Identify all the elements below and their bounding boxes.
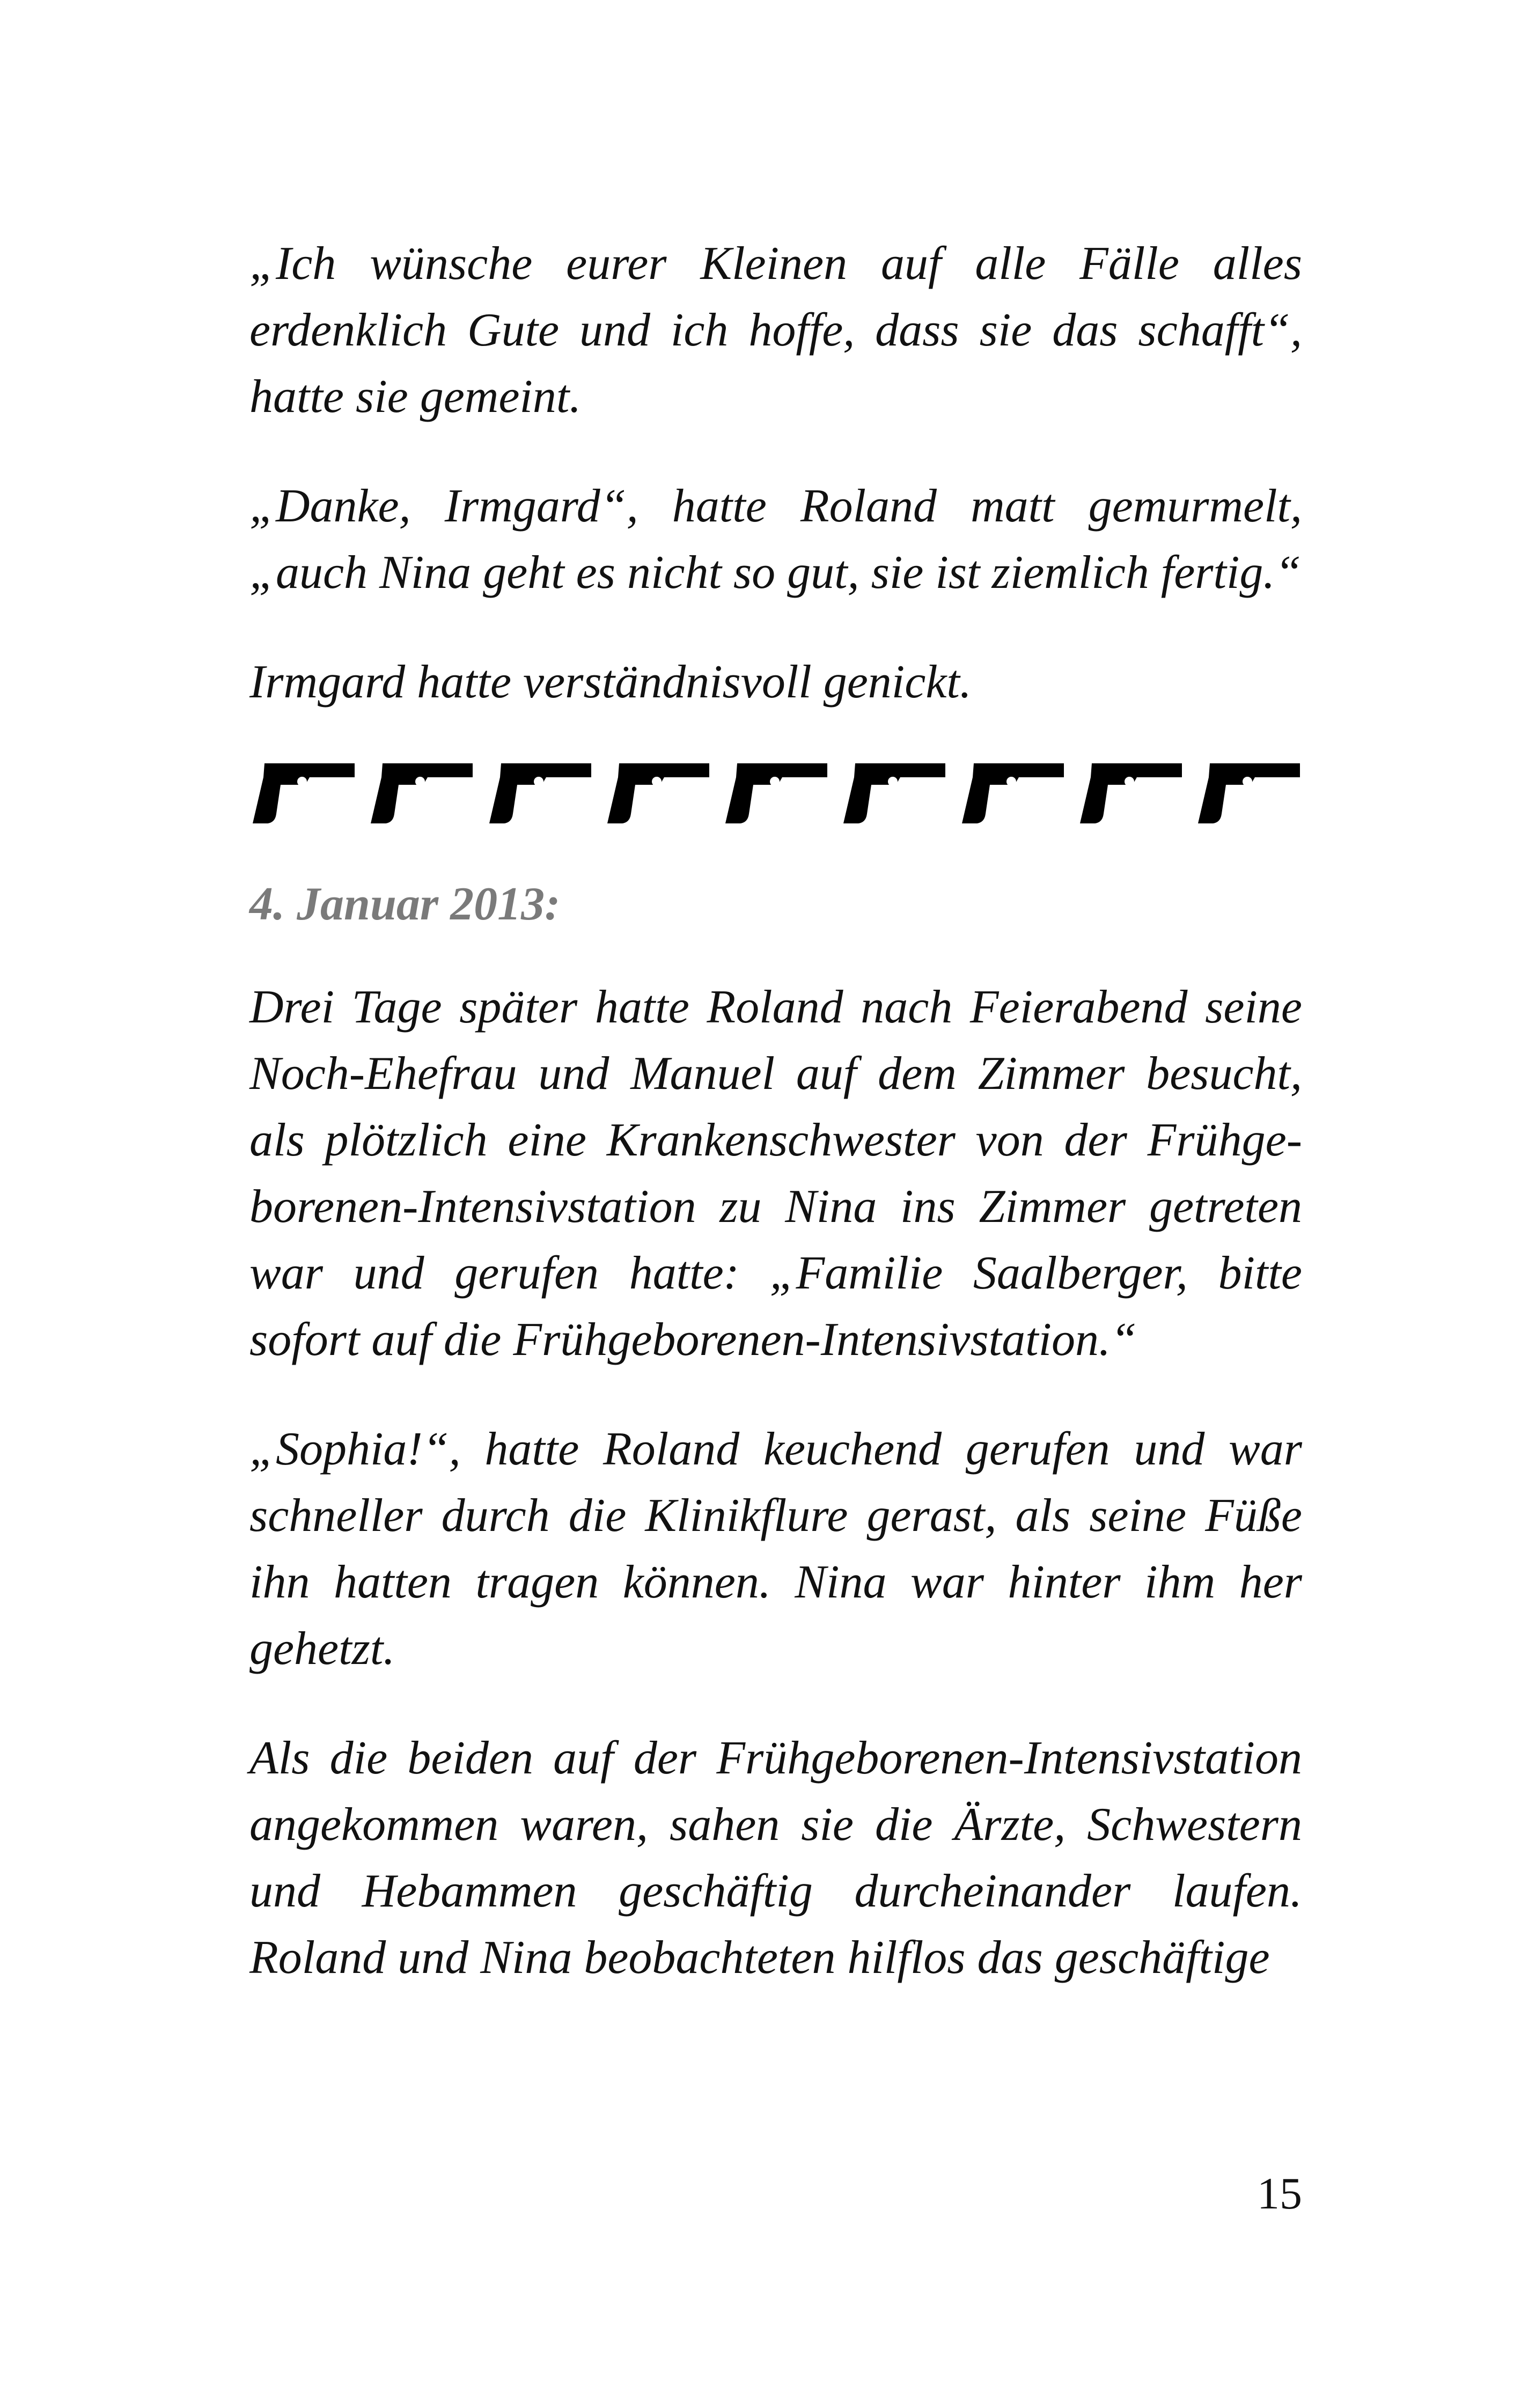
pistol-ornament-row (249, 753, 1302, 839)
pistol-icon (959, 756, 1066, 836)
pistol-icon (368, 756, 475, 836)
pistol-icon (840, 756, 947, 836)
paragraph-6: Als die beiden auf der Frühgeborenen-Intensivstation angekommen waren, sahen sie die Ärzte, Schwestern und Hebammen geschäftig durcheinander laufen. Roland und Nina beobachteten hilflos das geschäftige (249, 1732, 1302, 1984)
pistol-icon (486, 756, 593, 836)
pistol-icon (1077, 756, 1184, 836)
pistol-icon (1195, 756, 1302, 836)
pistol-icon (604, 756, 711, 836)
pistol-icon (722, 756, 829, 836)
paragraph-2: „Danke, Irmgard“, hatte Roland matt gemurmelt, „auch Nina geht es nicht so gut, sie ist ziemlich fertig.“ (249, 480, 1302, 599)
paragraph-3: Irmgard hatte verständnisvoll genickt. (249, 656, 972, 708)
date-heading: 4. Januar 2013: (249, 878, 561, 930)
paragraph-1: „Ich wünsche eurer Kleinen auf alle Fälle alles erdenklich Gute und ich hoffe, dass sie das schafft“, hatte sie gemeint. (249, 238, 1302, 423)
paragraph-5: „Sophia!“, hatte Roland keuchend gerufen und war schneller durch die Klinikflure gerast, als seine Füße ihn hatten tragen können. Nina war hinter ihm her gehetzt. (249, 1423, 1302, 1675)
page-content (249, 231, 1302, 2034)
pistol-icon (249, 756, 357, 836)
page-number: 15 (1257, 2169, 1302, 2219)
paragraph-4: Drei Tage später hatte Roland nach Feierabend seine Noch-Ehefrau und Manuel auf dem Zimmer besucht, als plötzlich eine Krankenschwester von der Frühgeborenen-Intensivstation zu Nina ins Zimmer getreten war und gerufen hatte: „Familie Saalberger, bitte sofort auf die Frühgeborenen-Intensivstation.“ (249, 981, 1302, 1366)
